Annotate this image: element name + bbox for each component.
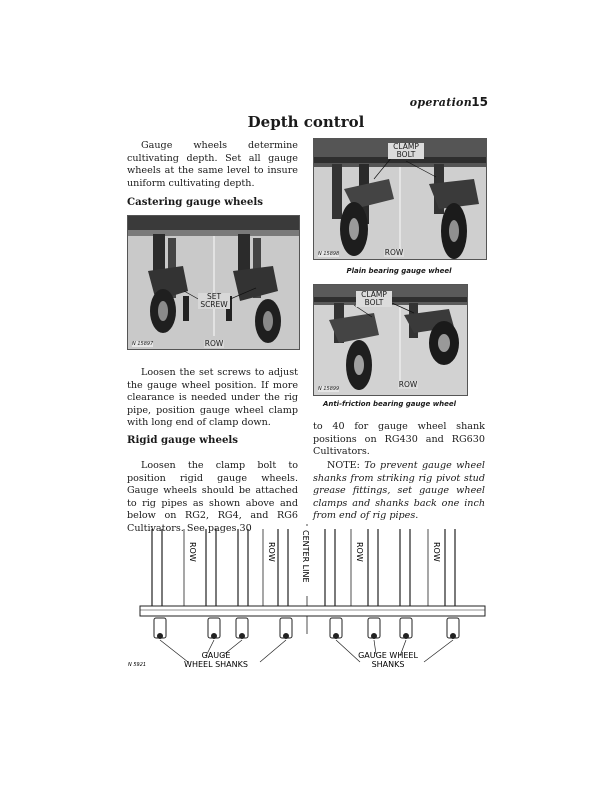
- intro-paragraph: Gauge wheels determine cultivating depth. Set all gauge wheels at the same level to insure uniform cultivating depth.: [127, 140, 298, 189]
- row-label: ROW: [355, 542, 364, 562]
- castering-photo-illustration: [128, 216, 299, 349]
- figure-code: N 15898: [318, 251, 340, 257]
- row-label: ROW: [267, 542, 276, 562]
- plain-bearing-photo: [313, 138, 487, 260]
- anti-friction-caption: Anti-friction bearing gauge wheel: [322, 400, 457, 408]
- row-label: ROW: [188, 542, 197, 562]
- row-label: ROW: [384, 248, 404, 257]
- set-screw-label: SET SCREW: [198, 293, 230, 309]
- left-gauge-label: GAUGE: [201, 651, 231, 660]
- note-text: To prevent gauge wheel shanks from striking rig pivot stud grease fittings, set gauge wheel clamps and shanks back one inch from end of rig pipes.: [313, 460, 485, 522]
- figure-code: N 15897: [132, 341, 154, 347]
- castering-paragraph: Loosen the set screws to adjust the gauge wheel position. If more clearance is needed under the rig pipe, position gauge wheel clamp with long end of clamp down.: [127, 367, 298, 429]
- anti-friction-photo: [313, 284, 468, 396]
- right-gauge-wheel-label: GAUGE WHEEL: [358, 651, 418, 660]
- clamp-bolt-label: CLAMP BOLT: [356, 291, 392, 307]
- row-label: ROW: [204, 339, 224, 348]
- plain-bearing-caption: Plain bearing gauge wheel: [346, 267, 452, 275]
- rigid-paragraph: Loosen the clamp bolt to position rigid gauge wheels. Gauge wheels should be attached to rig pipes as shown above and below on RG2, RG4, and RG6 Cultivators. See pages 30: [127, 460, 298, 534]
- figure-code: N 15899: [318, 386, 340, 392]
- figure-code: N 5921: [128, 662, 147, 668]
- left-shanks-label: WHEEL SHANKS: [184, 660, 248, 669]
- note-paragraph: [313, 460, 485, 523]
- center-line-label: CENTER LINE: [301, 530, 310, 583]
- gauge-wheel-shanks: [154, 618, 459, 638]
- gauge-wheel-shanks-diagram: [110, 524, 495, 674]
- castering-heading: Castering gauge wheels: [127, 196, 263, 208]
- section-name: operation: [409, 96, 472, 109]
- rigid-paragraph-continued: to 40 for gauge wheel shank positions on RG430 and RG630 Cultivators.: [313, 421, 485, 458]
- castering-gauge-wheels-photo: [127, 215, 300, 350]
- right-shanks-label: SHANKS: [371, 660, 405, 669]
- page-number: 15: [471, 95, 488, 109]
- tool-bar: [140, 606, 485, 616]
- row-label: ROW: [432, 542, 441, 562]
- row-label: ROW: [398, 380, 418, 389]
- note-label: NOTE:: [327, 460, 360, 471]
- page-title: Depth control: [247, 113, 365, 131]
- rigid-heading: Rigid gauge wheels: [127, 434, 239, 446]
- clamp-bolt-label: CLAMP BOLT: [388, 143, 424, 159]
